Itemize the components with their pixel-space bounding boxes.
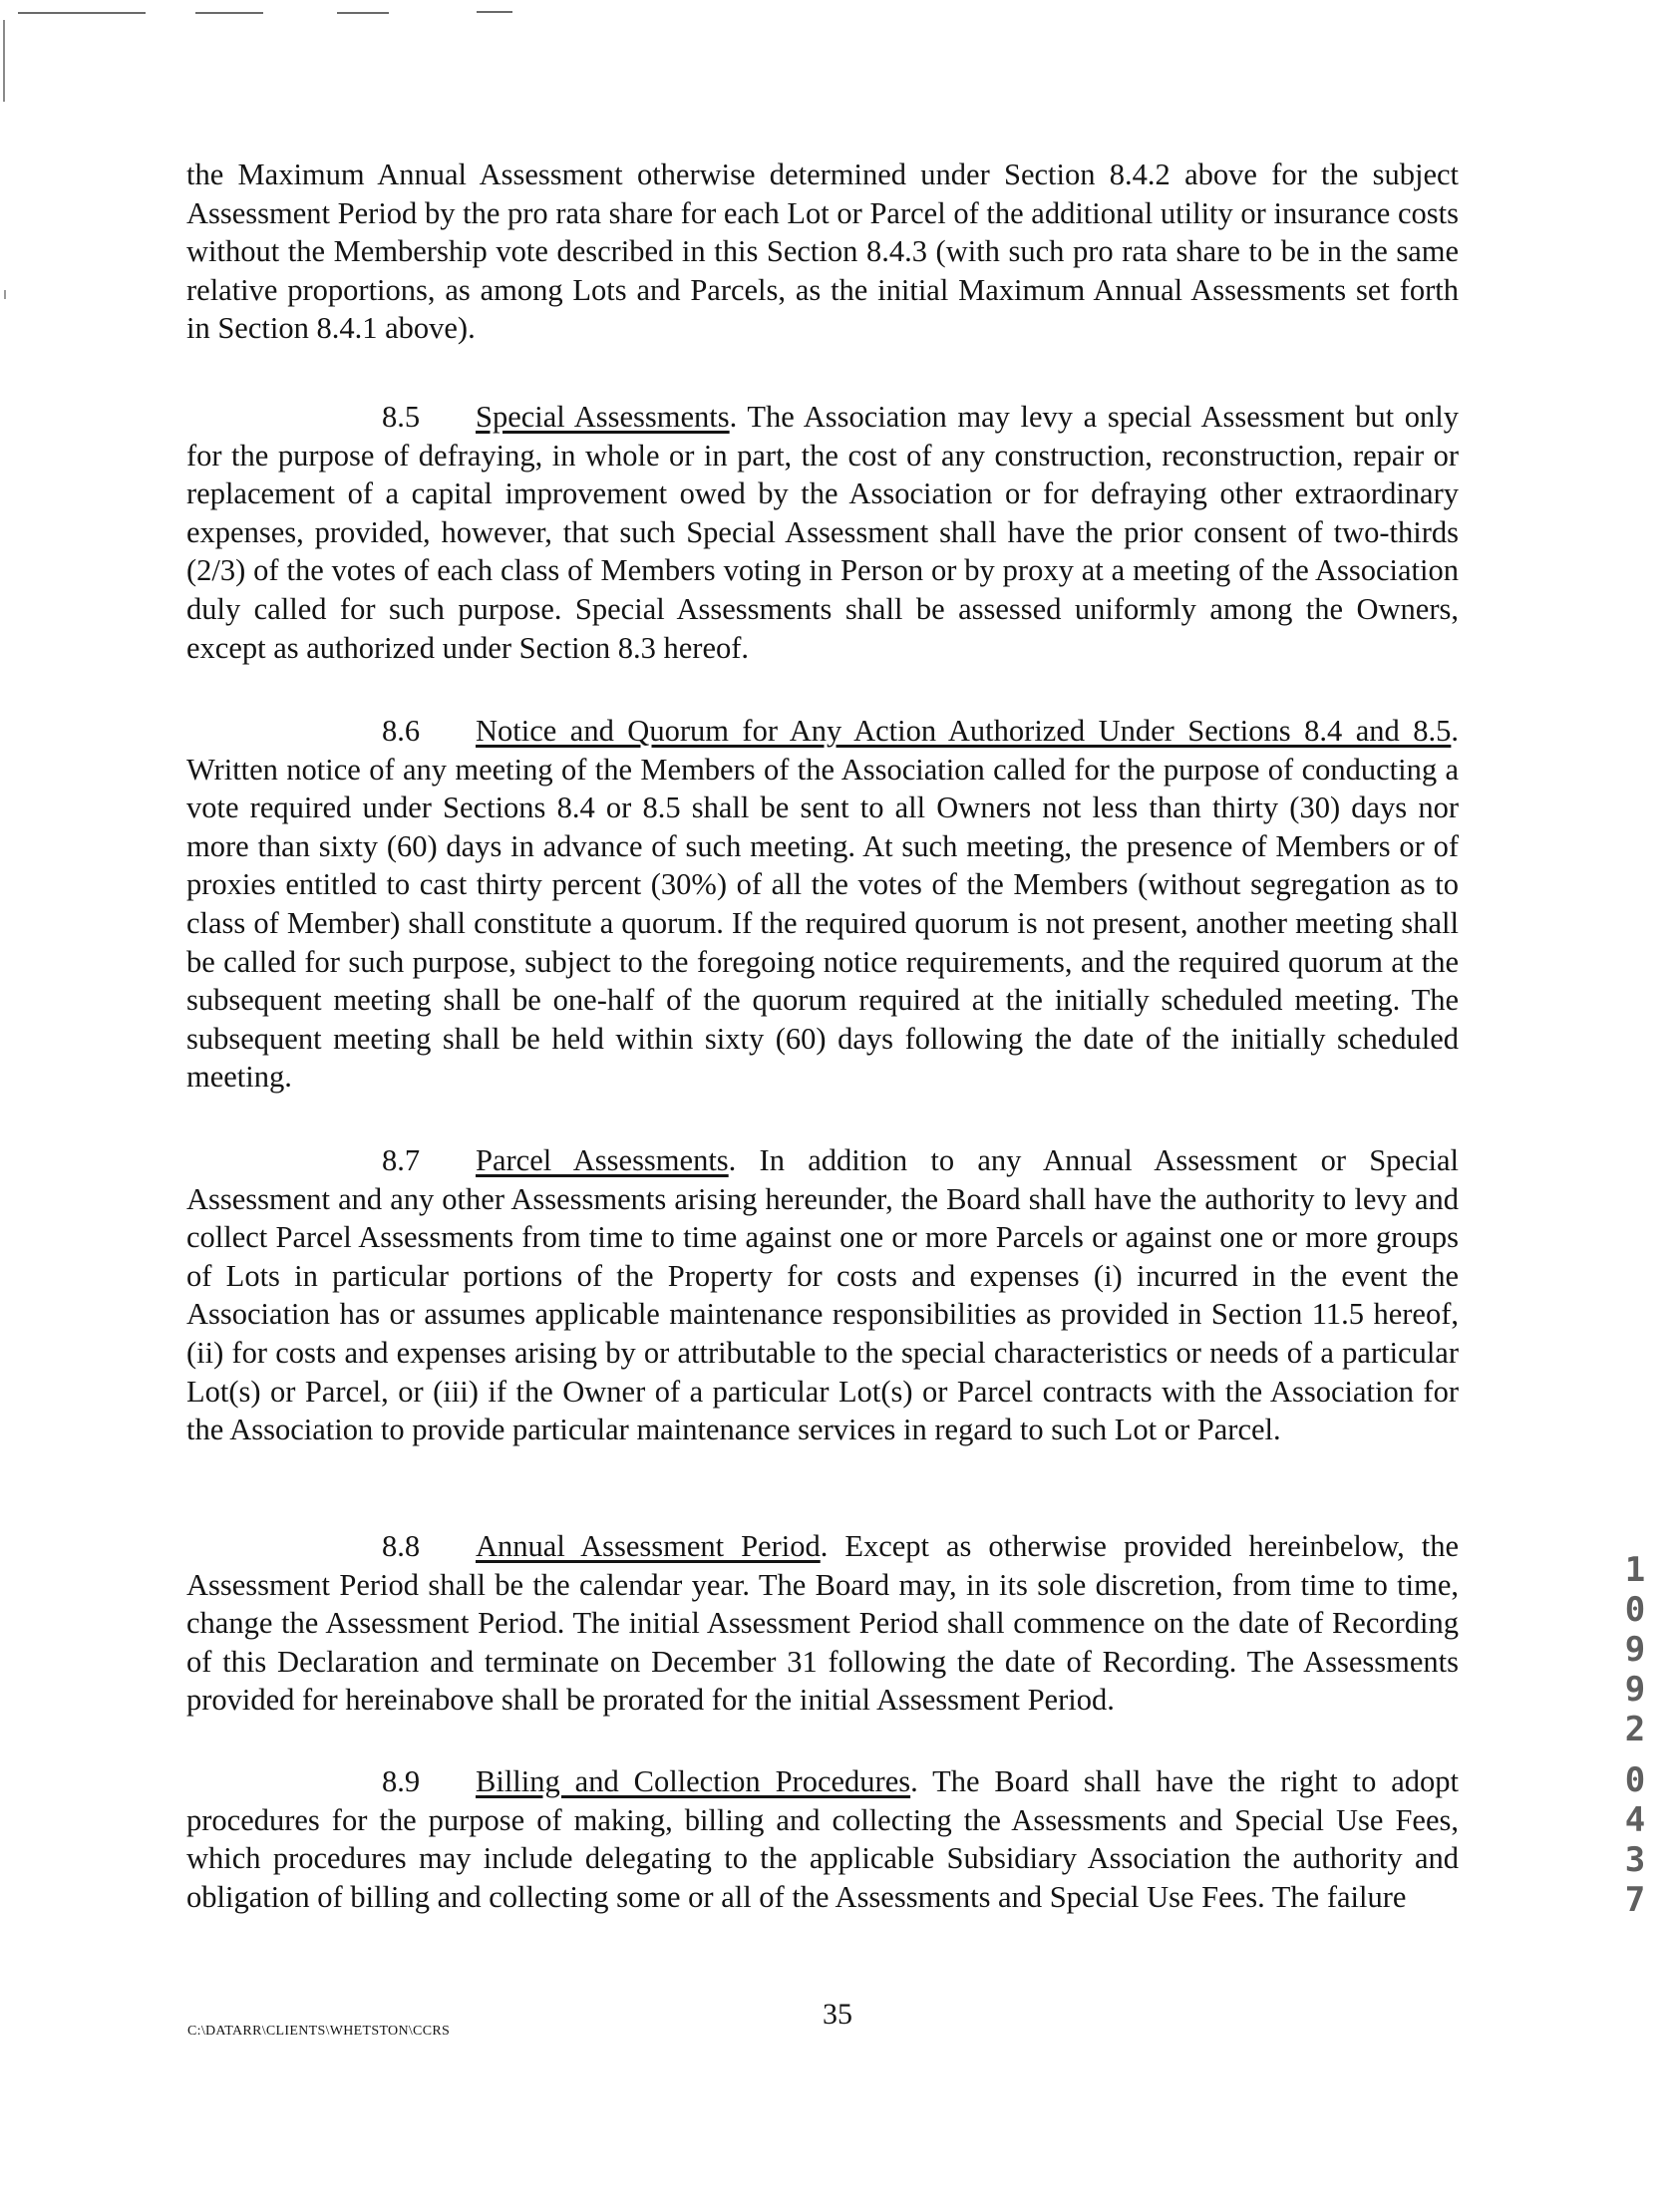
scan-artifact-rule (18, 12, 146, 14)
section-heading: Special Assessments (476, 400, 730, 434)
section-body: . Written notice of any meeting of the Members of the Association called for the purpose of conducting a vote required under Sections 8.4 or 8.5 shall be sent to all Owners not less than thirty (30) days nor more than sixty (60) days in advance of such meeting. At such meeting, the presence of Members or of proxies entitled to cast thirty percent (30%) of all the votes of the Members (without segregation as to class of Member) shall constitute a quorum. If the required quorum is not present, another meeting shall be called for such purpose, subject to the foregoing notice requirements, and the required quorum at the subsequent meeting shall be one-half of the quorum required at the initially scheduled meeting. The subsequent meeting shall be held within sixty (60) days following the date of the initially scheduled meeting. (186, 714, 1459, 1095)
stamp-digit: 3 (1624, 1840, 1646, 1880)
stamp-digit: 1 (1624, 1550, 1646, 1590)
section-body: . Except as otherwise provided hereinbelow, the Assessment Period shall be the calendar year. The Board may, in its sole discretion, from time to time, change the Assessment Period. The initial Assessment Period shall commence on the date of Recording of this Declaration and terminate on December 31 following the date of Recording. The Assessments provided for hereinabove shall be prorated for the initial Assessment Period. (186, 1529, 1459, 1718)
scan-artifact-rule (477, 11, 512, 13)
section-body: . In addition to any Annual Assessment or Special Assessment and any other Assessments arising hereunder, the Board shall have the authority to levy and collect Parcel Assessments from time to time against one or more Parcels or against one or more groups of Lots in particular portions of the Property for costs and expenses (i) incurred in the event the Association has or assumes applicable maintenance responsibilities as provided in Section 11.5 hereof, (ii) for costs and expenses arising by or attributable to the special characteristics or needs of a particular Lot(s) or Parcel, or (iii) if the Owner of a particular Lot(s) or Parcel contracts with the Association for the Association to provide particular maintenance services in regard to such Lot or Parcel. (186, 1143, 1459, 1447)
stamp-digit: 7 (1624, 1880, 1646, 1920)
section-8-8 (186, 1527, 1459, 1720)
section-number: 8.9 (382, 1764, 421, 1798)
scan-artifact-rule (195, 12, 263, 14)
section-number: 8.6 (382, 714, 421, 748)
stamp-digit: 9 (1624, 1670, 1646, 1710)
section-number: 8.5 (382, 400, 421, 434)
scan-artifact-edge (3, 20, 5, 102)
stamp-digit: 0 (1624, 1760, 1646, 1800)
stamp-digit: 2 (1624, 1710, 1646, 1749)
section-8-5 (186, 398, 1459, 667)
section-heading: Notice and Quorum for Any Action Authorized Under Sections 8.4 and 8.5 (476, 714, 1452, 748)
section-8-9 (186, 1762, 1459, 1916)
section-heading: Billing and Collection Procedures (476, 1764, 911, 1798)
section-8-7 (186, 1141, 1459, 1449)
stamp-digit: 0 (1624, 1590, 1646, 1630)
scan-artifact-mark (4, 290, 6, 299)
section-number: 8.8 (382, 1529, 421, 1563)
stamp-digit: 9 (1624, 1630, 1646, 1670)
continued-paragraph (186, 156, 1459, 348)
section-heading: Annual Assessment Period (476, 1529, 821, 1563)
scan-artifact-rule (337, 12, 389, 14)
section-heading: Parcel Assessments (476, 1143, 729, 1177)
continued-paragraph-text: the Maximum Annual Assessment otherwise determined under Section 8.4.2 above for the subject Assessment Period by the pro rata share for each Lot or Parcel of the additional utility or insurance costs without the Membership vote described in this Section 8.4.3 (with such pro rata share to be in the same relative proportions, as among Lots and Parcels, as the initial Maximum Annual Assessments set forth in Section 8.4.1 above). (186, 158, 1459, 346)
footer-file-path: C:\DATARR\CLIENTS\WHETSTON\CCRS (187, 2024, 451, 2039)
section-number: 8.7 (382, 1143, 421, 1177)
margin-stamp-lower (1615, 1760, 1655, 1920)
section-8-6 (186, 712, 1459, 1097)
margin-stamp-upper (1615, 1550, 1655, 1749)
section-body: . The Board shall have the right to adopt procedures for the purpose of making, billing and collecting the Assessments and Special Use Fees, which procedures may include delegating to the applicable Subsidiary Association the authority and obligation of billing and collecting some or all of the Assessments and Special Use Fees. The failure (186, 1764, 1459, 1914)
page-number: 35 (823, 1998, 852, 2031)
stamp-digit: 4 (1624, 1800, 1646, 1840)
section-body: . The Association may levy a special Assessment but only for the purpose of defraying, in whole or in part, the cost of any construction, reconstruction, repair or replacement of a capital improvement owed by the Association or for defraying other extraordinary expenses, provided, however, that such Special Assessment shall have the prior consent of two-thirds (2/3) of the votes of each class of Members voting in Person or by proxy at a meeting of the Association duly called for such purpose. Special Assessments shall be assessed uniformly among the Owners, except as authorized under Section 8.3 hereof. (186, 400, 1459, 665)
